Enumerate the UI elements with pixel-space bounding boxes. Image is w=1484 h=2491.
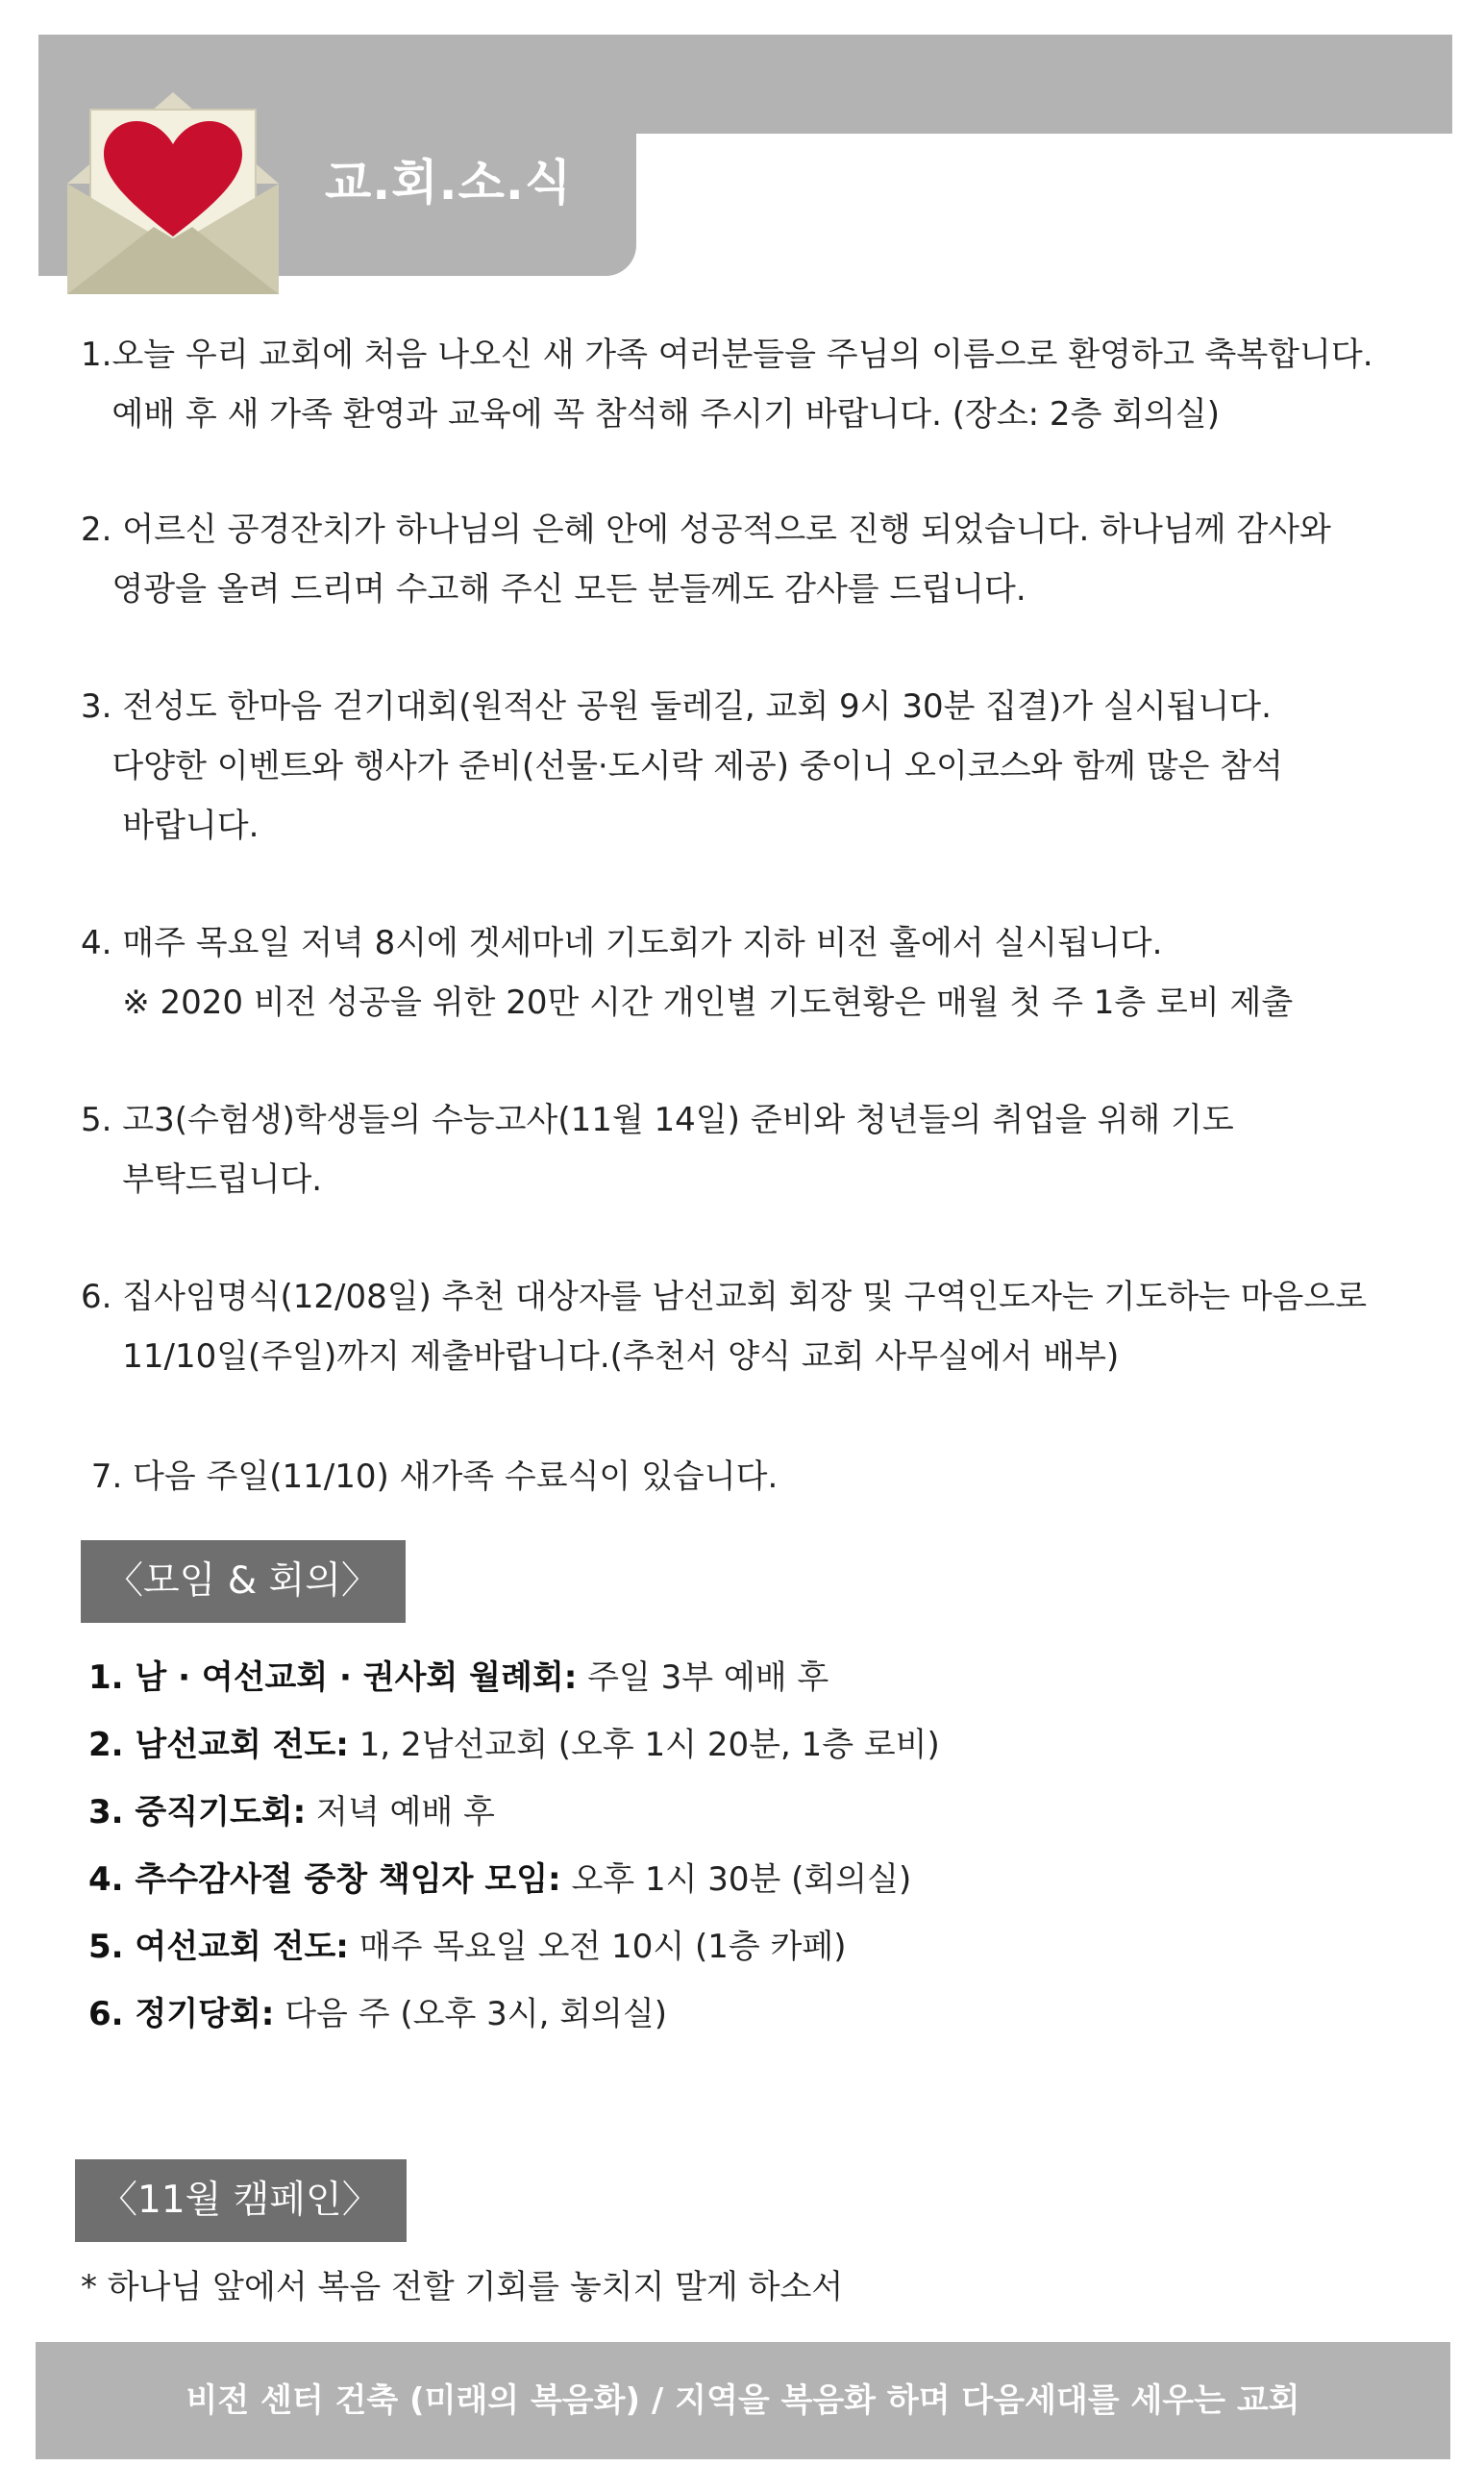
- notice-line: ※ 2020 비전 성공을 위한 20만 시간 개인별 기도현황은 매월 첫 주 1층 로비 제출: [81, 984, 1294, 1022]
- meeting-item: [88, 1654, 829, 1702]
- meeting-item: [88, 1923, 846, 1971]
- notice-line: 2. 어르신 공경잔치가 하나님의 은혜 안에 성공적으로 진행 되었습니다. 하나님께 감사와: [81, 511, 1331, 549]
- notice-item: [81, 1267, 1367, 1386]
- campaign-section-label: 〈11월 캠페인〉: [75, 2159, 407, 2242]
- meeting-detail: 다음 주 (오후 3시, 회의실): [274, 1995, 667, 2033]
- notice-item: [81, 677, 1283, 856]
- notice-line: 6. 집사임명식(12/08일) 추천 대상자를 남선교회 회장 및 구역인도자는 기도하는 마음으로: [81, 1278, 1368, 1316]
- envelope-heart-icon: [67, 92, 279, 294]
- notice-item: [81, 500, 1331, 619]
- notice-item: [81, 1447, 778, 1507]
- meeting-title: 2. 남선교회 전도:: [88, 1726, 349, 1764]
- meeting-title: 5. 여선교회 전도:: [88, 1928, 349, 1966]
- meeting-detail: 오후 1시 30분 (회의실): [560, 1860, 912, 1899]
- notice-line: 부탁드립니다.: [81, 1160, 323, 1199]
- meeting-title: 1. 남 · 여선교회 · 권사회 월례회:: [88, 1658, 578, 1697]
- campaign-text: * 하나님 앞에서 복음 전할 기회를 놓치지 말게 하소서: [81, 2268, 844, 2306]
- meeting-detail: 1, 2남선교회 (오후 1시 20분, 1층 로비): [348, 1726, 940, 1764]
- notice-line: 다양한 이벤트와 행사가 준비(선물·도시락 제공) 중이니 오이코스와 함께 많은 참석: [81, 747, 1283, 785]
- meeting-detail: 주일 3부 예배 후: [577, 1658, 829, 1697]
- page-title: 교.회.소.식: [325, 155, 573, 211]
- meeting-title: 6. 정기당회:: [88, 1995, 275, 2033]
- notice-line: 3. 전성도 한마음 걷기대회(원적산 공원 둘레길, 교회 9시 30분 집결)가 실시됩니다.: [81, 687, 1272, 726]
- meeting-item: [88, 1721, 940, 1769]
- notice-line: 7. 다음 주일(11/10) 새가족 수료식이 있습니다.: [81, 1457, 779, 1496]
- notice-line: 바랍니다.: [81, 807, 260, 845]
- notice-item: [81, 1090, 1234, 1209]
- meeting-detail: 매주 목요일 오전 10시 (1층 카페): [348, 1928, 847, 1966]
- notice-line: 영광을 올려 드리며 수고해 주신 모든 분들께도 감사를 드립니다.: [81, 570, 1026, 609]
- notice-item: [81, 325, 1373, 444]
- notice-line: 1.오늘 우리 교회에 처음 나오신 새 가족 여러분들을 주님의 이름으로 환영하고 축복합니다.: [81, 336, 1373, 374]
- notice-line: 예배 후 새 가족 환영과 교육에 꼭 참석해 주시기 바랍니다. (장소: 2층 회의실): [81, 395, 1221, 434]
- meeting-item: [88, 1788, 495, 1836]
- notice-item: [81, 913, 1293, 1033]
- meetings-section-label: 〈모임 & 회의〉: [81, 1540, 406, 1623]
- meeting-item: [88, 1856, 911, 1904]
- notice-line: 5. 고3(수험생)학생들의 수능고사(11월 14일) 준비와 청년들의 취업을 위해 기도: [81, 1101, 1234, 1139]
- notice-line: 11/10일(주일)까지 제출바랍니다.(추천서 양식 교회 사무실에서 배부): [81, 1337, 1120, 1376]
- notice-line: 4. 매주 목요일 저녁 8시에 겟세마네 기도회가 지하 비전 홀에서 실시됩니다.: [81, 924, 1163, 962]
- meeting-item: [88, 1990, 667, 2038]
- meeting-detail: 저녁 예배 후: [306, 1793, 495, 1831]
- meeting-title: 4. 추수감사절 중창 책임자 모임:: [88, 1860, 561, 1899]
- footer-slogan: 비전 센터 건축 (미래의 복음화) / 지역을 복음화 하며 다음세대를 세우는 교회: [36, 2342, 1450, 2459]
- meeting-title: 3. 중직기도회:: [88, 1793, 307, 1831]
